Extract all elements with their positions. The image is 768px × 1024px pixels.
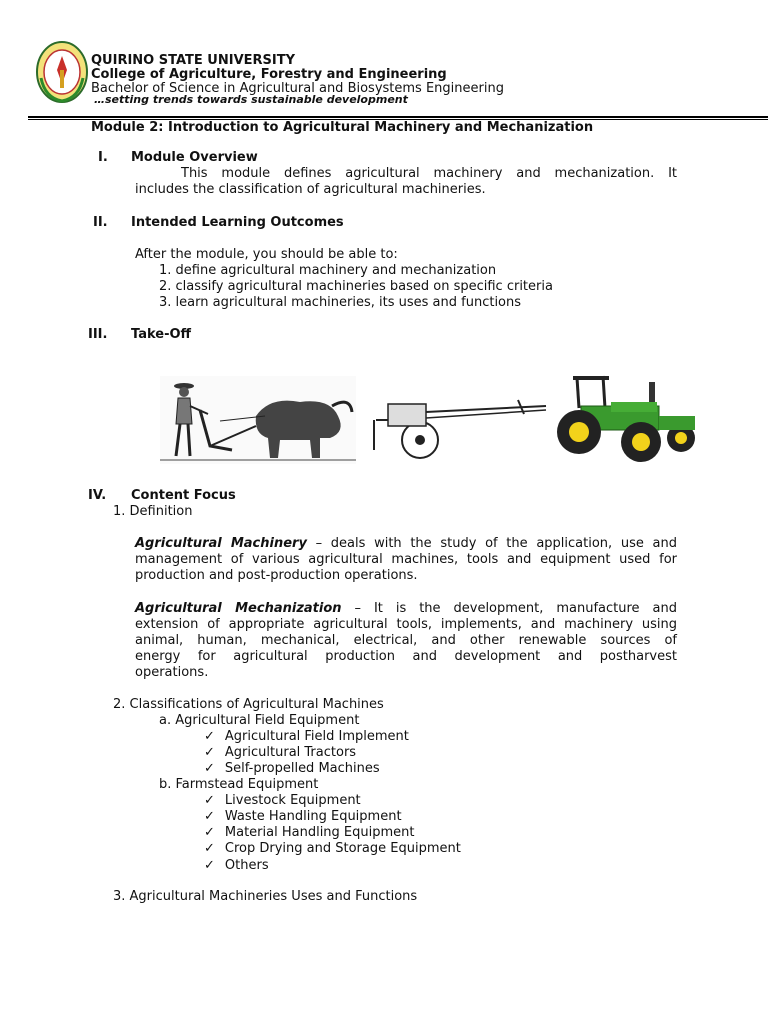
check-icon: ✓ [204, 761, 215, 776]
walking-tractor-icon [368, 390, 550, 460]
section-1-title: Module Overview [131, 150, 258, 165]
section-3-title: Take-Off [131, 327, 192, 342]
mechanization-term: Agricultural Mechanization [135, 601, 342, 616]
list-item: ✓ Crop Drying and Storage Equipment [204, 841, 461, 856]
list-item: ✓ Livestock Equipment [204, 793, 361, 808]
section-4-number: IV. [88, 488, 107, 503]
mechanization-line-1 [135, 601, 677, 617]
farmer-carabao-plow-image [160, 376, 356, 464]
tagline: …setting trends towards sustainable development [94, 93, 408, 106]
list-item: ✓ Material Handling Equipment [204, 825, 415, 840]
machinery-line-1 [135, 536, 677, 552]
list-item: ✓ Agricultural Tractors [204, 745, 357, 760]
outcome-item: 2. classify agricultural machineries based on specific criteria [159, 279, 553, 294]
section-1-number: I. [98, 150, 108, 165]
walking-tractor-image [368, 390, 550, 460]
list-item: ✓ Self-propelled Machines [204, 761, 380, 776]
section-2-number: II. [93, 215, 108, 230]
university-name: QUIRINO STATE UNIVERSITY [91, 53, 296, 68]
machinery-text: – deals with the study of the application, use and [306, 536, 677, 551]
machinery-line-2: management of various agricultural machines, tools and equipment used for [135, 552, 677, 567]
tractor-icon [551, 372, 699, 464]
college-name: College of Agriculture, Forestry and Engineering [91, 67, 447, 82]
content-item-3: 3. Agricultural Machineries Uses and Functions [113, 889, 418, 904]
mechanization-line-5: operations. [135, 665, 209, 680]
university-seal [35, 40, 89, 104]
list-item: ✓ Agricultural Field Implement [204, 729, 409, 744]
list-item: ✓ Others [204, 858, 269, 873]
outcome-item: 3. learn agricultural machineries, its uses and functions [159, 295, 522, 310]
seal-icon [35, 40, 89, 104]
section-3-number: III. [88, 327, 108, 342]
module-title: Module 2: Introduction to Agricultural Machinery and Mechanization [91, 120, 594, 135]
farmstead-equipment-label: b. Farmstead Equipment [159, 777, 319, 792]
program-name: Bachelor of Science in Agricultural and Biosystems Engineering [91, 81, 504, 96]
content-item-1: 1. Definition [113, 504, 193, 519]
mechanization-line-4: energy for agricultural production and development and postharvest [135, 649, 677, 664]
check-icon: ✓ [204, 729, 215, 744]
mechanization-line-3: animal, human, mechanical, electrical, and other renewable sources of [135, 633, 677, 648]
carabao-plow-icon [160, 376, 356, 464]
overview-line-2: includes the classification of agricultural machineries. [135, 182, 486, 197]
check-icon: ✓ [204, 809, 215, 824]
list-item: ✓ Waste Handling Equipment [204, 809, 402, 824]
section-2-title: Intended Learning Outcomes [131, 215, 344, 230]
check-icon: ✓ [204, 841, 215, 856]
overview-line-1: This module defines agricultural machinery and mechanization. It [181, 166, 677, 181]
machinery-line-3: production and post-production operations. [135, 568, 418, 583]
check-icon: ✓ [204, 825, 215, 840]
content-item-2: 2. Classifications of Agricultural Machines [113, 697, 384, 712]
check-icon: ✓ [204, 745, 215, 760]
check-icon: ✓ [204, 858, 215, 873]
outcomes-intro: After the module, you should be able to: [135, 247, 398, 262]
header-rule [28, 116, 768, 118]
mechanization-line-2: extension of appropriate agricultural tools, implements, and machinery using [135, 617, 677, 632]
machinery-term: Agricultural Machinery [135, 536, 307, 551]
outcome-item: 1. define agricultural machinery and mechanization [159, 263, 497, 278]
field-equipment-label: a. Agricultural Field Equipment [159, 713, 360, 728]
mechanization-text: – It is the development, manufacture and [341, 601, 677, 616]
section-4-title: Content Focus [131, 488, 236, 503]
tractor-image [551, 372, 699, 464]
check-icon: ✓ [204, 793, 215, 808]
